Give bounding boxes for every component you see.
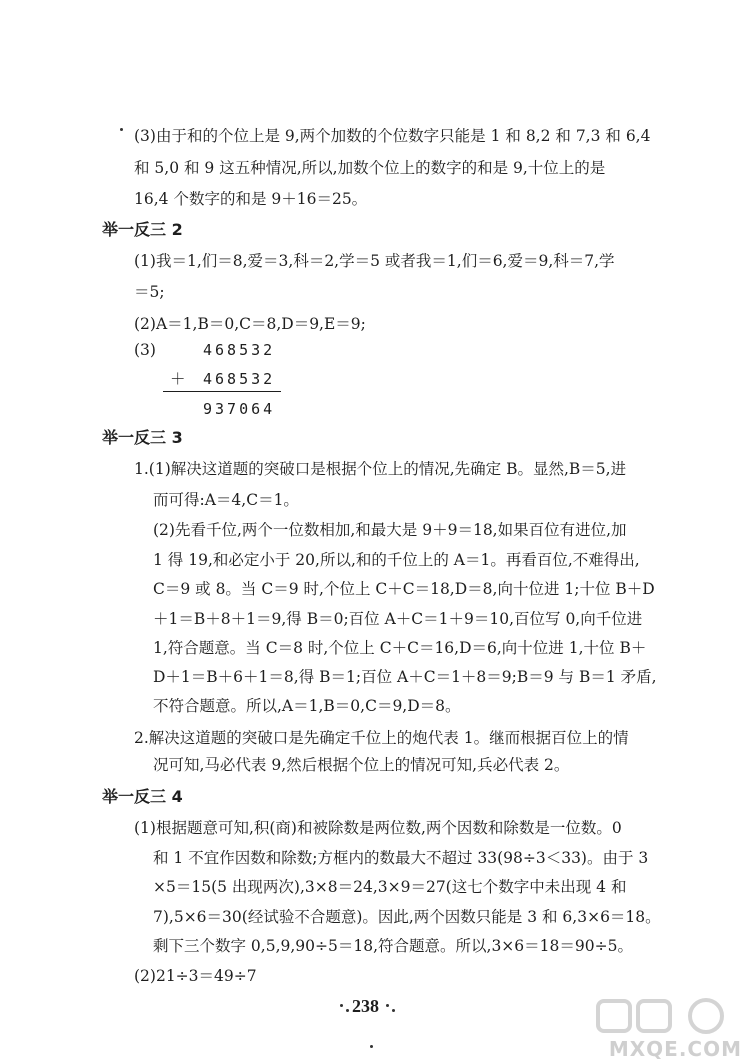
text-line: 和 5,0 和 9 这五种情况,所以,加数个位上的数字的和是 9,十位上的是 <box>134 159 606 177</box>
text-line: (1)根据题意可知,积(商)和被除数是两位数,两个因数和除数是一位数。0 <box>134 819 622 837</box>
plus-sign: ＋ <box>170 370 186 388</box>
text-line: 2.解决这道题的突破口是先确定千位上的炮代表 1。继而根据百位上的情 <box>134 729 629 747</box>
text-line: 而可得:A＝4,C＝1。 <box>153 491 299 509</box>
text-line: 16,4 个数字的和是 9＋16＝25。 <box>134 190 368 208</box>
text-line: 不符合题意。所以,A＝1,B＝0,C＝9,D＝8。 <box>153 697 461 715</box>
sum: 937064 <box>203 400 276 418</box>
text-line: (2)21÷3＝49÷7 <box>134 967 257 985</box>
ink-dot <box>370 1045 373 1048</box>
page-number: 238 <box>352 996 379 1016</box>
text-line: 和 1 不宜作因数和除数;方框内的数最大不超过 33(98÷3＜33)。由于 3 <box>153 849 649 867</box>
section-heading: 举一反三 2 <box>102 220 183 239</box>
text-line: 1 得 19,和必定小于 20,所以,和的千位上的 A＝1。再看百位,不难得出, <box>153 551 640 569</box>
text-line: (2)先看千位,两个一位数相加,和最大是 9＋9＝18,如果百位有进位,加 <box>153 521 627 539</box>
section-heading: 举一反三 4 <box>102 787 183 806</box>
footer-dot <box>392 1009 395 1012</box>
addition-label: (3) <box>134 341 156 359</box>
text-line: C＝9 或 8。当 C＝9 时,个位上 C＋C＝18,D＝8,向十位进 1;十位 B＋D <box>153 580 655 598</box>
sum-rule <box>163 391 281 392</box>
text-line: 7),5×6＝30(经试验不合题意)。因此,两个因数只能是 3 和 6,3×6＝18。 <box>153 908 661 926</box>
footer-dot <box>346 1009 349 1012</box>
text-line: (2)A＝1,B＝0,C＝8,D＝9,E＝9; <box>134 315 366 333</box>
footer-dot <box>340 1004 343 1007</box>
text-line: 剩下三个数字 0,5,9,90÷5＝18,符合题意。所以,3×6＝18＝90÷5。 <box>153 937 633 955</box>
text-line: ＋1＝B＋8＋1＝9,得 B＝0;百位 A＋C＝1＋9＝10,百位写 0,向千位进 <box>153 610 643 628</box>
text-line: 1,符合题意。当 C＝8 时,个位上 C＋C＝16,D＝6,向十位进 1,十位 B＋ <box>153 639 647 657</box>
text-line: D＋1＝B＋6＋1＝8,得 B＝1;百位 A＋C＝1＋8＝9;B＝9 与 B＝1 矛盾, <box>153 668 657 686</box>
watermark-text: MXQE.COM <box>608 1037 742 1061</box>
text-line: ＝5; <box>134 283 165 301</box>
section-heading: 举一反三 3 <box>102 428 183 447</box>
addend-1: 468532 <box>203 341 276 359</box>
text-line: (3)由于和的个位上是 9,两个加数的个位数字只能是 1 和 8,2 和 7,3 和 6,4 <box>134 127 651 145</box>
text-line: (1)我＝1,们＝8,爱＝3,科＝2,学＝5 或者我＝1,们＝6,爱＝9,科＝7,学 <box>134 252 615 270</box>
text-line: 1.(1)解决这道题的突破口是根据个位上的情况,先确定 B。显然,B＝5,进 <box>134 460 627 478</box>
footer-dot <box>386 1004 389 1007</box>
ink-dot <box>120 128 123 131</box>
text-line: 况可知,马必代表 9,然后根据个位上的情况可知,兵必代表 2。 <box>153 756 570 774</box>
addend-2: 468532 <box>203 370 276 388</box>
text-line: ×5＝15(5 出现两次),3×8＝24,3×9＝27(这七个数字中未出现 4 和 <box>153 878 627 896</box>
